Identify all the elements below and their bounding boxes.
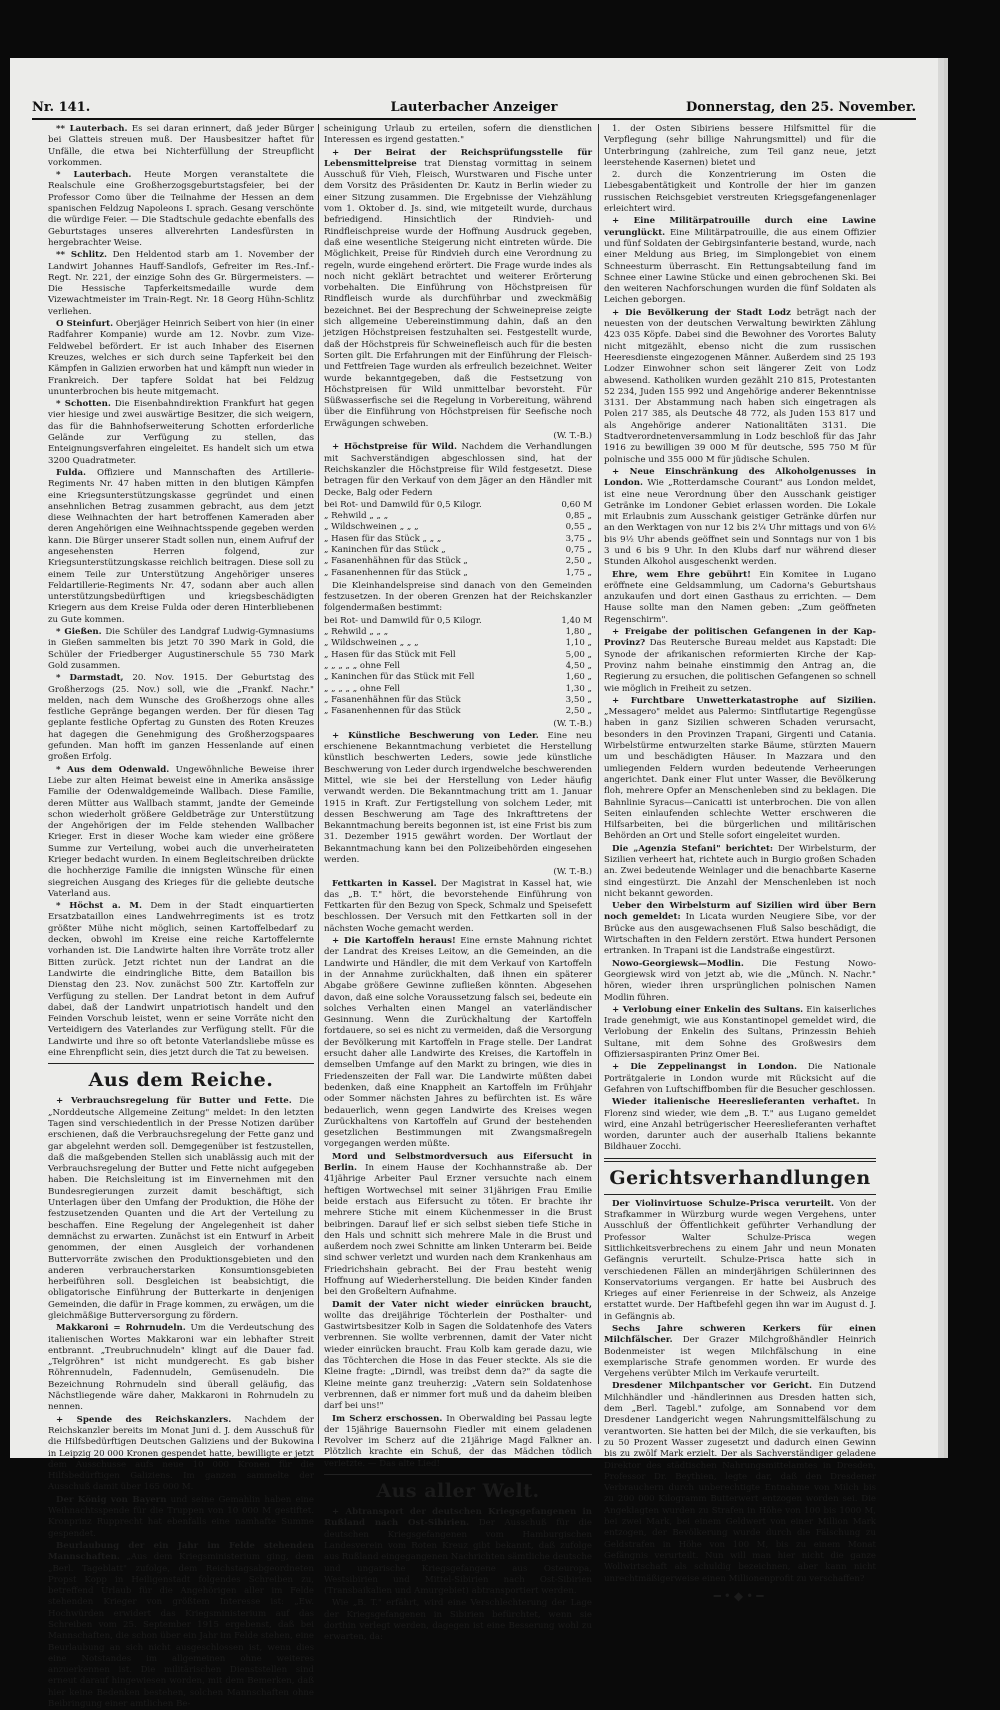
article-text: Wie „B. T." erfährt, wird eine Verschlechterung der Lage der Kriegsgefangenen in Sibirien befürchtet, wenn sie dorthin verlegt werden, dagegen ist eine Besserung wohl zu erwarten, da: xyxy=(324,1598,592,1643)
article xyxy=(604,901,876,957)
price-row xyxy=(324,684,592,695)
article-text: Der Ausschuß für die deutschen Kriegsgefangenen vom Hamburgischen Landesverein vom Roten Kreuz gibt bekannt, daß zufolge aus Rußland eingegangenen Nachrichten sämtliche deutsche und ungarische Kriegsgefangene aus Osteuropa, Westsibirien und Mittel-Sibirien nach Ost-Sibirien (Transbaikalien und Amurgebiet) abtransportiert werden. xyxy=(324,1518,592,1597)
article-lead: Der Violinvirtuose Schulze-Prisca verurteilt. xyxy=(612,1198,834,1209)
article xyxy=(324,879,592,935)
article xyxy=(604,467,876,569)
article-lead: Wieder italienische Heereslieferanten verhaftet. xyxy=(612,1097,860,1108)
price-row xyxy=(324,568,592,579)
article-lead: + Künstliche Beschwerung von Leder. xyxy=(332,730,539,741)
price-label: „ Kaninchen für das Stück mit Fell xyxy=(324,672,475,683)
article-lead: + Spende des Reichskanzlers. xyxy=(56,1414,232,1425)
article xyxy=(604,844,876,900)
article-text: Die „Norddeutsche Allgemeine Zeitung" meldet: In den letzten Tagen sind verschiedentlich in der Presse Notizen darüber erschienen, daß die Verbrauchsregelung der Fette ganz und gar abgelehnt werden soll. Demgegenüber ist festzustellen, daß die maßgebenden Stellen sich unablässig auch mit der Verbrauchsregelung der Butter und Fette nicht aufgegeben haben. Die Reichsleitung ist im Einvernehmen mit den Bundesregierungen zurzeit damit beschäftigt, sich Unterlagen über den Umfang der Produktion, die Höhe der festzusetzenden Quanten und die Art der Verteilung zu beschaffen. Eine Regelung der Angelegenheit ist daher demnächst zu erwarten. Zunächst ist ein Entwurf in Arbeit genommen, der einen Ausgleich der vorhandenen Buttervorräte zwischen den Produktionsgebieten und den anderen verbraucherstarken Konsumtionsgebieten herbeiführen soll. Desgleichen ist beabsichtigt, die obligatorische Einführung der Butterkarte in denjenigen Gemeinden, die dafür in Frage kommen, zu erwägen, um die gleichmäßige Butterversorgung zu fördern. xyxy=(48,1096,314,1321)
article-text: Den Heldentod starb am 1. November der Landwirt Johannes Hauff-Sandlofs, Gefreiter im Res.-Inf.-Regt. Nr. 221, der einzige Sohn des Gr. Bürgermeisters. — Die Hessische Tapferkeitsmedaille wurde dem Vizewachtmeister im Train-Regt. Nr. 18 Georg Hühn-Schlitz verliehen. xyxy=(48,250,314,317)
article xyxy=(324,148,592,430)
article-lead: + Neue Einschränkung des Alkoholgenusses in London. xyxy=(604,466,876,489)
source-note: (W. T.-B.) xyxy=(553,719,592,730)
column-rule-2 xyxy=(598,124,599,1444)
price-row xyxy=(324,500,592,511)
article-text: In Licata wurden Neugiere Sibe, vor der Brücke aus den ausgewachsenen Fluß Salso beschädigt, die Wirtschaften in den Feldern zerstört. Etwa hundert Personen ertranken. In Trapani ist die Landstraße eingestürzt. xyxy=(604,912,876,957)
article-text: Die Nationale Porträtgalerie in London wurde mit Rücksicht auf die Gefahren von Luftschiffbomben für die Besucher geschlossen. xyxy=(604,1062,877,1095)
article xyxy=(604,1005,876,1061)
article xyxy=(604,308,876,466)
article-lead: Ehre, wem Ehre gebührt! xyxy=(612,569,751,580)
column-rule-1 xyxy=(318,124,319,1444)
article xyxy=(48,468,314,626)
article-text: Die Eisenbahndirektion Frankfurt hat gegen vier hiesige und zwei auswärtige Besitzer, die sich weigern, das für die Bahnhofserweiterung Schotten erforderliche Gelände zur Verfügung zu stellen, das Enteignungsverfahren eingeleitet. Es handelt sich um etwa 3200 Quadratmeter. xyxy=(48,399,314,466)
article-text: Es sei daran erinnert, daß jeder Bürger bei Glatteis streuen muß. Der Hausbesitzer haftet für Unfälle, die etwa bei Nichterfüllung der Streupflicht vorkommen. xyxy=(48,124,314,168)
article xyxy=(324,731,592,867)
article-lead: Fettkarten in Kassel. xyxy=(332,878,437,889)
section-heading-reich: Aus dem Reiche. xyxy=(88,1069,274,1092)
price-row xyxy=(324,627,592,638)
article-text: „Messagero" meldet aus Palermo: Sintflutartige Regengüsse haben in ganz Sizilien schweren Schaden verursacht, besonders in den Provinzen Trapani, Girgenti und Catania. Wirbelstürme entwurzelten starke Bäume, stürzten Mauern um und beschädigten Häuser. In Mazzara und den umliegenden Feldern wurden bedeutende Verheerungen angerichtet. Dank einer Flut unter Wasser, die Bevölkerung floh, mehrere Opfer an Menschenleben sind zu beklagen. Die Bahnlinie Syracus—Canicatti ist unterbrochen. Die von allen Seiten einlaufenden schlechte Wetter erschweren die Hilfsarbeiten, bei die bürgerlichen und militärischen Behörden an Ort und Stelle sofort eingeleitet wurden. xyxy=(604,707,876,842)
article-text: Eine Militärpatrouille, die aus einem Offizier und fünf Soldaten der Gebirgsinfanterie bestand, wurde, nach einer Meldung aus Brieg, im Simplongebiet von einem Schneesturm überrascht. Ein Rettungsabteilung fand im Schnee einer Lawine Stücke und einen gebrochenen Ski. Bei den weiteren Nachforschungen wurden die fünf Soldaten als Leichen geborgen. xyxy=(604,227,876,306)
article xyxy=(48,1495,314,1540)
article-lead: Mord und Selbstmordversuch aus Eifersucht in Berlin. xyxy=(324,1151,592,1174)
article-lead: * Höchst a. M. xyxy=(56,901,142,912)
article-lead: ** Schlitz. xyxy=(56,250,107,261)
article-lead: + Eine Militärpatrouille durch eine Lawine verunglückt. xyxy=(604,216,876,238)
article-text: Nachdem die Verhandlungen mit Sachverständigen abgeschlossen sind, hat der Reichskanzler die Höchstpreise für Wild festgesetzt. Diese betragen für den Verkauf von dem Jäger an den Händler mit Decke, Balg oder Federn xyxy=(324,442,592,498)
article xyxy=(48,1541,314,1710)
column-2 xyxy=(324,124,593,1643)
article-lead: + Verbrauchsregelung für Butter und Fette. xyxy=(56,1096,292,1107)
article xyxy=(48,765,314,901)
article-text: Der Magistrat in Kassel hat, wie das „B. T." hört, die bevorstehende Einführung von Fettkarten für den Bezug von Speck, Schmalz und Speisefett beschlossen. Der Versuch mit den Fettkarten soll in der nächsten Woche gemacht werden. xyxy=(324,878,593,934)
price-row xyxy=(324,650,592,661)
price-label: „ Kaninchen für das Stück „ xyxy=(324,544,446,555)
article-text: Eine ernste Mahnung richtet der Landrat des Kreises Leitow, an die Gemeinden, an die Landwirte und Händler, die mit dem Verkauf von Kartoffeln in der Annahme zurückhalten, daß ihnen ein späterer Abgabe größere Gewinne zufließen könnten. Abgesehen davon, daß eine solche Voraussetzung falsch sei, bedeute ein solches Verhalten einen Mangel an vaterländischer Gesinnung. Wenn die Zurückhaltung der Kartoffeln fortdauere, so sei es nicht zu vermeiden, daß die Versorgung der Bevölkerung mit Kartoffeln in Frage stelle. Der Landrat ersucht daher alle Landwirte des Kreises, die Kartoffeln in demselben Umfange auf den Markt zu bringen, wie dies in Friedenszeiten der Fall war. Die Landwirte müßten dabei bedenken, daß eine Knappheit an Kartoffeln im Frühjahr oder Sommer nächsten Jahres zu befürchten ist. Es wäre bedauerlich, wenn gegen Landwirte des Kreises wegen Zurückhaltens von Kartoffeln auf Grund der bestehenden gesetzlichen Bestimmungen mit Zwangsmaßregeln vorgegangen werden müßte. xyxy=(324,936,592,1150)
article-lead: + Freigabe der politischen Gefangenen in der Kap-Provinz? xyxy=(604,627,876,649)
article-text: „Aus dem Kriegsministerium ging, dem „Berl. Tageblatt" zufolge, dem Reichstagsabgeordneten Propst Kopp in Heiligenstadt folgendes Schreiben zu, betreffend Urlaub für die Angehörigen aller im Felde stehenden Krieger von größtem Interesse ist: „Ew. Hochwürden erwidert das Kriegsministerium auf das Schreiben vom 25. September 1915 ergebenst, daß bei Mannschaften, die schon über ein Jahr im Felde stehen, eine Beurlaubung an sich nicht ausgeschlossen ist, wenn dies eine Notstandes im allgemeinen ohne weiteres anzuerkennen ist. Die militärischen Dienststellen sind erneut darauf hingewiesen worden, mit dem Bemerken, daß hier keine Bedenken bestehen, solchen Mannschaften ohne Beibringung einer amtlichen Be- xyxy=(48,1552,314,1710)
article-text: In einem Hause der Kochhannstraße ab. Der 41jährige Arbeiter Paul Erzner versuchte nach einem heftigen Wortwechsel mit seiner 31jährigen Frau Emilie beide erstach aus Eifersucht zu töten. Er brachte ihr mehrere Stiche mit einem Küchenmesser in die Brust beibringen. Darauf lief er sich selbst sieben tiefe Stiche in den Hals und schnitt sich mehrere Male in die Brust und außerdem noch zwei Schnitte am linken Unterarm bei. Beide sind schwer verletzt und wurden nach dem Krankenhaus am Friedrichshain gebracht. Bei der Frau besteht wenig Hoffnung auf Wiederherstellung. Die beiden Kinder fanden bei den Großeltern Aufnahme. xyxy=(324,1163,592,1298)
article-lead: Damit der Vater nicht wieder einrücken braucht, xyxy=(332,1299,592,1310)
article xyxy=(604,1199,876,1323)
article-continuation: scheinigung Urlaub zu erteilen, sofern die dienstlichen Interessen es irgend gestatten." xyxy=(324,124,592,146)
article xyxy=(604,570,876,626)
issue-number: Nr. 141. xyxy=(32,100,91,115)
price-row xyxy=(324,672,592,683)
price-value: 0,55 „ xyxy=(565,522,592,533)
article-text: Wie „Rotterdamsche Courant" aus London meldet, ist eine neue Verordnung über den Ausschank geistiger Getränke im Londoner Gebiet erlassen worden. Die Lokale mit Erlaubnis zum Ausschank geistiger Getränke dürfen nur an den Werktagen von nur 12 bis 2¼ Uhr mittags und von 6½ bis 9½ Uhr abends geöffnet sein und Sonntags nur von 1 bis 3 und 6 bis 9 Uhr. In den Klubs darf nur während dieser Stunden Alkohol ausgeschenkt werden. xyxy=(604,478,876,568)
price-value: 1,60 „ xyxy=(565,672,592,683)
article-lead: * Schotten. xyxy=(56,399,111,410)
article xyxy=(604,1062,876,1096)
price-label: „ Fasanenhähnen für das Stück „ xyxy=(324,556,468,567)
article-text: Offiziere und Mannschaften des Artillerie-Regiments Nr. 47 haben mitten in den blutigen Kämpfen eine Kriegsunterstützungskasse gegründet und einen ansehnlichen Betrag zusammen gebracht, aus dem jetzt diese Weihnachten der hart betroffenen Kameraden aber deren Angehörigen eine Weihnachtsspende gegeben werden kann. Die Bürger unserer Stadt sollen nun, einem Aufruf der angesehensten Herren folgend, zur Kriegsunterstützungskasse reichlich beitragen. Diese soll zu einem Teile zur Unterstützung Angehöriger unseres Feldartillerie-Regiments Nr. 47, sodann aber auch allen unterstützungsbedürftigen und kriegsbeschädigten Kriegern aus dem Kreise Fulda oder deren Hinterbliebenen zu Gute kommen. xyxy=(48,467,315,625)
article-lead: + Die Zeppelinangst in London. xyxy=(612,1062,798,1073)
issue-date: Donnerstag, den 25. November. xyxy=(685,100,916,115)
article-lead: Nowo-Georgiewsk—Modlin. xyxy=(612,958,744,969)
article-text: Nachdem der Reichskanzler bereits im Monat Juni d. J. dem Ausschuß für die Hilfsbedürftigen Deutschen Galiziens und der Bukowina in Leipzig 20 000 Kronen gespendet hatte, bewilligte er jetzt dem Ausschusse aufs neue 10 000 Kronen für die Hilfsbedürftigen Galiziens. Im ganzen sammelte der Ausschuß damit über 165 000 M. xyxy=(48,1414,314,1493)
article-text: Die Schüler des Landgraf Ludwig-Gymnasiums in Gießen sammelten bis jetzt 70 390 Mark in Gold, die Schüler der Friedberger Augustinerschule 55 730 Mark Gold zusammen. xyxy=(48,627,315,671)
article-lead: ** Lauterbach. xyxy=(56,124,128,134)
column-1 xyxy=(48,124,315,1710)
article xyxy=(604,1097,876,1153)
article-lead: + Der Beirat der Reichsprüfungsstelle für Lebensmittelpreise xyxy=(324,147,592,169)
article xyxy=(48,170,314,249)
price-table-wholesale xyxy=(324,500,592,579)
source-note: (W. T.-B.) xyxy=(553,431,592,442)
article-text: Ein Dutzend Milchhändler und -händlerinnen aus Dresden hatten sich, dem „Berl. Tagebl." zufolge, am Sonnabend vor dem Dresdener Landgericht wegen Nahrungsmittelfälschung zu verantworten. Sie hatten bei der Milch, die sie verkauften, bis zu 50 Prozent Wasser zugesetzt und dadurch einen Gewinn bis zu zwölf Mark erzielt. Der als Sachverständiger geladene Direktor des städtischen Nahrungsmittelamtes in Dresden, Professor Dr. Beythien, legte dar, daß den Dresdener Verbrauchern durch unberechtigte Entnahme von Milch bis zu 200 000 Kilogramm Butterwert entzogen worden sei. Die Angeklagten wurden zu Strafen in Höhe von 100 bis 1000 M, bei zwei Mark, bei einem Geldwert von einer Million Mark entzogen, der Bevölkerung wurde durch die Fälschung zu Geldstrafen in Höhe von 100 M, bis zu einem Monat Gefängnis verurteilt. Nun will man hier nicht die ganze Wollwirtschaft als schuldig bezeichnen, aber kann nicht unrechtmäßigerweise einen Millionenprofit zu verschaffen? xyxy=(604,1381,876,1584)
article-lead: Beurlaubung der ein Jahr im Felde stehenden Mannschaften. xyxy=(48,1540,314,1563)
price-row xyxy=(324,522,592,533)
article-text: Ungewöhnliche Beweise ihrer Liebe zur alten Heimat beweist eine in Amerika ansässige Familie der Odenwaldgemeinde Wallbach. Diese Familie, deren Mütter aus Wallbach stammt, jandte der Gemeinde schon wiederholt größere Geldbeträge zur Unterstützung der Angehörigen der im Felde stehenden Wallbacher Krieger. Erst in dieser Woche kam wieder eine größere Summe zur Verteilung, wobei auch die unverheirateten Krieger bedacht wurden. In einem Begleitschreiben drückte die hochherzige Familie die innigsten Wünsche für einen siegreichen Ausgang des Krieges für die geliebte deutsche Vaterland aus. xyxy=(48,764,314,899)
price-value: 0,85 „ xyxy=(565,511,592,522)
article-lead: + Höchstpreise für Wild. xyxy=(332,442,457,453)
price-value: 1,10 „ xyxy=(565,638,592,649)
article-text: trat Dienstag vormittag in seinem Ausschuß für Vieh, Fleisch, Wurstwaren und Fische unter dem Vorsitz des Präsidenten Dr. Kautz in Berlin wieder zu einer Sitzung zusammen. Die Ergebnisse der Viehzählung vom 1. Oktober d. Js. sind, wie mitgeteilt wurde, durchaus befriedigend. Hinsichtlich der Rindvieh- und Rindfleischpreise wurde der Hoffnung Ausdruck gegeben, daß eine wesentliche Steigerung nicht eintreten würde. Die Möglichkeit, Preise für Rindvieh durch eine Verordnung zu regeln, wurde eingehend erörtert. Die Frage wurde indes als noch nicht geklärt betrachtet und weiterer Erörterung vorbehalten. Die Einführung von Höchstpreisen für Rindfleisch wurde als durchführbar und zweckmäßig bezeichnet. Bei der Besprechung der Schweinepreise zeigte sich allgemeine Uebereinstimmung dahin, daß an den jetzigen Höchstpreisen festzuhalten sei. Festgestellt wurde, daß der Höchstpreis für Schweinefleisch auch für die besten Sorten gilt. Die Erfahrungen mit der Einführung der Fleisch- und Fettfreien Tage wurden als erfreulich bezeichnet. Weiter wurde bekanntgegeben, daß die Festsetzung von Höchstpreisen für Wild unmittelbar bevorsteht. Für Süßwasserfische sei die Regelung in Vorbereitung, während über die Einführung von Höchstpreisen für Seefische noch Erwägungen schweben. xyxy=(324,158,592,429)
article xyxy=(604,1381,876,1584)
price-table-retail xyxy=(324,616,592,718)
price-label: „ Fasanenhähnen für das Stück xyxy=(324,694,461,705)
article xyxy=(48,1096,314,1322)
article xyxy=(324,1152,592,1299)
article-text: und seine Gemahlin haben eine Weihnachtsspende für die Truppen von 10 000 M gestiftet. Kronprinz Rupprecht hat ebenfalls eine namhafte Summe gespendet. xyxy=(48,1494,314,1539)
article-lead: Dresdener Milchpantscher vor Gericht. xyxy=(612,1381,813,1392)
article-text: Der Wirbelsturm, der Sizilien verheert hat, richtete auch in Burgio großen Schaden an. Zwei bedeutende Weinlager und die benachbarte Kaserne sind eingestürzt. Die Anzahl der Menschenleben ist noch nicht bekannt geworden. xyxy=(604,843,876,899)
price-row xyxy=(324,534,592,545)
article-lead: Ueber den Wirbelsturm auf Sizilien wird über Bern noch gemeldet: xyxy=(604,901,876,923)
article-lead: Makkaroni = Rohrnudeln. xyxy=(56,1323,186,1334)
article-text: Eine neu erschienene Bekanntmachung verbietet die Herstellung künstlich beschwerten Leders, sowie jede künstliche Beschwerung von Leder durch irgendwelche beschwerenden Mittel, wie sie bei der Herstellung von Leder häufig verwandt werden. Die Bekanntmachung tritt am 1. Januar 1915 in Kraft. Zur Fertigstellung von solchem Leder, mit dessen Beschwerung am Tage des Inkrafttretens der Bekanntmachung bereits begonnen ist, ist eine Frist bis zum 31. Dezember 1915 gewährt worden. Der Wortlaut der Bekanntmachung kann bei den Polizeibehörden eingesehen werden. xyxy=(324,730,593,865)
article xyxy=(48,250,314,318)
price-label: bei Rot- und Damwild für 0,5 Kilogr. xyxy=(324,615,482,626)
price-label: bei Rot- und Damwild für 0,5 Kilogr. xyxy=(324,499,482,510)
price-value: 3,50 „ xyxy=(565,694,592,705)
newspaper-title: Lauterbacher Anzeiger xyxy=(390,100,558,115)
price-label: „ Hasen für das Stück „ „ „ xyxy=(324,533,442,544)
article-text: Um die Verdeutschung des italienischen Wortes Makkaroni war ein lebhafter Streit entbrannt. „Treubruchnudeln" klingt auf die Dauer fad. „Telgröhren" ist nicht mundgerecht. Es gab bisher Röhrennudeln, Fadennudeln, Gemüsenudeln. Die Bezeichnung Rohrnudeln sind überall geläufig, das Nächstliegende wäre daher, Makkaroni in Rohrnudeln zu nennen. xyxy=(48,1323,314,1413)
article xyxy=(48,319,314,398)
price-row xyxy=(324,556,592,567)
article xyxy=(48,1415,314,1494)
price-row xyxy=(324,695,592,706)
article-lead: + Furchtbare Unwetterkatastrophe auf Sizilien. xyxy=(612,695,876,706)
article-text: In Florenz sind wieder, wie dem „B. T." aus Lugano gemeldet wird, eine Anzahl betrügerischer Heereslieferanten verhaftet worden, darunter auch der auserhalb Italiens bekannte Bildhauer Zocchi. xyxy=(604,1097,877,1153)
article-lead: Im Scherz erschossen. xyxy=(332,1413,443,1424)
article xyxy=(604,1324,876,1380)
price-label: „ Wildschweinen „ „ „ xyxy=(324,522,419,533)
price-value: 1,75 „ xyxy=(565,567,592,578)
price-label: „ Rehwild „ „ „ xyxy=(324,627,389,638)
article-text: Von der Strafkammer in Würzburg wurde wegen Vergehens, unter Ausschluß der Öffentlichkeit geführter Verhandlung der Professor Walter Schulze-Prisca wegen Sittlichkeitsverbrechens zu einem Jahr und neun Monaten Gefängnis verurteilt. Schulze-Prisca hatte sich in verschiedenen Fällen an minderjährigen Schülerinnen des Konservatoriums vergangen. Er hatte bei Ausbruch des Krieges auf einer Ferienreise in der Schweiz, als Anzeige erstattet wurde. Der Haftbefehl gegen ihn war im August d. J. in Gefängnis ab. xyxy=(604,1198,876,1322)
list-item: 2. durch die Konzentrierung im Osten die Liebesgabentätigkeit und Kontrolle der hier im ganzen russischen Reichsgebiet verstreuten Kriegsgefangenenlager erleichtert wird. xyxy=(604,170,876,215)
article-lead: * Gießen. xyxy=(56,627,102,638)
article xyxy=(324,1300,592,1413)
column-3 xyxy=(604,124,877,1603)
price-value: 1,40 M xyxy=(561,615,592,626)
article xyxy=(324,442,592,498)
divider xyxy=(604,1158,876,1162)
price-row xyxy=(324,661,592,672)
article xyxy=(604,959,876,1004)
divider xyxy=(48,1063,314,1064)
price-value: 2,50 „ xyxy=(565,706,592,717)
price-label: „ Fasanenhennen für das Stück „ xyxy=(324,567,468,578)
ornament-divider-icon: ━•◆•━ xyxy=(713,1588,767,1603)
article-lead: + Abtransport der deutschen Kriegsgefangenen in Rußland nach Ost-Sibirien. xyxy=(324,1507,592,1529)
price-row xyxy=(324,511,592,522)
price-value: 3,75 „ xyxy=(565,533,592,544)
price-label: „ Hasen für das Stück mit Fell xyxy=(324,649,456,660)
price-value: 0,60 M xyxy=(561,499,592,510)
article-text: Heute Morgen veranstaltete die Realschule eine Großherzogsgeburtstagsfeier, bei der Professor Como über die Teilnahme der Hessen an dem spanischen Feldzug Napoleons I. sprach. Gesang verschönte die würdige Feier. — Die Stadtschule gedachte ebenfalls des Geburtstages unseres allverehrten Landesfürsten in hergebrachter Weise. xyxy=(48,170,314,248)
section-heading-welt: Aus aller Welt. xyxy=(376,1480,540,1503)
price-value: 5,00 „ xyxy=(565,649,592,660)
price-value: 2,50 „ xyxy=(565,556,592,567)
article xyxy=(324,1414,592,1470)
price-value: 0,75 „ xyxy=(565,544,592,555)
price-row xyxy=(324,638,592,649)
price-value: 4,50 „ xyxy=(565,660,592,671)
article xyxy=(604,627,876,695)
article-lead: Fulda. xyxy=(56,467,87,478)
price-label: „ Fasanenhennen für das Stück xyxy=(324,706,461,717)
article-text: Die Festung Nowo-Georgiewsk wird von jetzt ab, wie die „Münch. N. Nachr." hören, wieder ihren ursprünglichen polnischen Namen Modlin führen. xyxy=(604,958,876,1003)
article-text: 20. Nov. 1915. Der Geburtstag des Großherzogs (25. Nov.) soll, wie die „Frankf. Nachr." melden, nach dem Wunsche des Großherzogs ohne alles festliche Gepränge begangen werden. Der für diesen Tag geplante festliche Opfertag zu Gunsten des Roten Kreuzes hat dagegen die Genehmigung des Großherzogspaares gefunden. Man hofft im ganzen Hessenlande auf einen großen Erfolg. xyxy=(48,673,314,763)
article xyxy=(48,901,314,1059)
price-row xyxy=(324,545,592,556)
divider xyxy=(324,1474,592,1475)
article-lead: * Aus dem Odenwald. xyxy=(56,764,170,775)
divider xyxy=(604,1194,876,1195)
price-row xyxy=(324,616,592,627)
article-lead: Die „Agenzia Stefani" berichtet: xyxy=(612,843,774,854)
article xyxy=(604,216,876,306)
article-lead: + Verlobung einer Enkelin des Sultans. xyxy=(612,1004,804,1015)
article-lead: Der König von Bayern xyxy=(56,1494,167,1505)
price-label: „ „ „ „ „ ohne Fell xyxy=(324,683,401,694)
masthead xyxy=(32,98,916,120)
article xyxy=(48,399,314,467)
article-text: Ein Komitee in Lugano eröffnete eine Geldsammlung, um Cadorna's Geburtshaus anzukaufen und dort einen Gasthaus zu errichten. — Dem Hause sollte man den Namen geben: „Zum geöffneten Regenschirm". xyxy=(604,569,877,625)
article xyxy=(48,627,314,672)
article-text: beträgt nach der neuesten von der deutschen Verwaltung bewirkten Zählung 423 035 Köpfe. Dabei sind die Bewohner des Vorortes Baluty nicht mitgezählt, ebenso nicht die zum russischen Heeresdienste eingezogenen Männer. Außerdem sind 25 193 Lodzer Einwohner schon seit längerer Zeit von Lodz abwesend. Katholiken wurden gezählt 210 815, Protestanten 52 234, Juden 155 992 und Angehörige anderer Bekenntnisse 3131. Der Abstammung nach haben sich eingetragen als Polen 217 385, als Deutsche 48 772, als Juden 153 817 und als Angehörige anderer Nationalitäten 3131. Die Stadtverordnetenversammlung in Lodz beschloß für das Jahr 1916 zu bewilligen 39 000 M für deutsche, 595 750 M für polnische und 355 000 M für jüdische Schulen. xyxy=(604,307,876,465)
article-text: Die Kleinhandelspreise sind danach von den Gemeinden festzusetzen. In der oberen Grenzen hat der Reichskanzler folgendermaßen bestimmt: xyxy=(324,580,592,614)
article xyxy=(48,673,314,763)
article-lead: * Darmstadt, xyxy=(56,673,124,684)
article xyxy=(48,124,314,169)
price-value: 1,30 „ xyxy=(565,683,592,694)
article-lead: * Lauterbach. xyxy=(56,170,132,181)
price-row xyxy=(324,706,592,717)
list-item: 1. der Osten Sibiriens bessere Hilfsmittel für die Verpflegung (sehr billige Nahrungsmittel) und für die Unterbringung (zahlreiche, zum Teil ganz neue, jetzt leerstehende Kasernen) bietet und xyxy=(604,124,876,168)
price-label: „ „ „ „ „ ohne Fell xyxy=(324,660,401,671)
article-text: Das Reutersche Bureau meldet aus Kapstadt: Die Synode der afrikanischen reformierten Kirche der Kap-Provinz nahm beinahe einstimmig den Antrag an, die Regierung zu ersuchen, die politischen Gefangenen so schnell wie möglich in Freiheit zu setzen. xyxy=(604,638,877,694)
price-value: 1,80 „ xyxy=(565,627,592,638)
article-lead: + Die Kartoffeln heraus! xyxy=(332,936,456,947)
newspaper-page xyxy=(10,58,938,1710)
article-lead: Sechs Jahre schweren Kerkers für einen Milchfälscher. xyxy=(604,1323,876,1346)
price-label: „ Wildschweinen „ „ „ xyxy=(324,638,419,649)
source-note: (W. T.-B.) xyxy=(553,867,592,878)
section-heading-gericht: Gerichtsverhandlungen xyxy=(609,1166,871,1189)
article-lead: + Die Bevölkerung der Stadt Lodz xyxy=(612,307,791,318)
article-text: Dem in der Stadt einquartierten Ersatzbataillon eines Landwehrregiments ist es trotz größter Mühe nicht möglich, seinen Kartoffelbedarf zu decken, obwohl im Kreise eine reiche Kartoffelernte vorhanden ist. Die Landwirte halten ihre Vorräte trotz aller Bitten zurück. Jetzt richtet nun der Landrat an die Landwirte die eindringliche Bitte, dem Bataillon bis Dienstag den 23. Nov. zunächst 500 Ztr. Kartoffeln zur Verfügung zu stellen. Der Landrat betont in dem Aufruf dabei, daß der Landwirt unpatriotisch handelt und den Feinden Vorschub leistet, wenn er seine Vorräte nicht den Verteidigern des Vaterlandes zur Verfügung stellt. Für die Landwirte und ihre so oft betonte Vaterlandsliebe müsse es eine Ehrenpflicht sein, dies jetzt durch die Tat zu beweisen. xyxy=(48,901,314,1059)
article-text: Der Grazer Milchgroßhändler Heinrich Bodenmeister ist wegen Milchfälschung in eine exemplarische Strafe genommen worden. Er wurde des Vergehens verübter Milch im Verkaufe verurteilt. xyxy=(604,1335,877,1380)
article-text: Oberjäger Heinrich Seibert von hier (in einer Radfahrer Kompanie) wurde am 12. Novbr. zum Vize-Feldwebel befördert. Er ist auch Inhaber des Eisernen Kreuzes, welches er sich durch seine Tapferkeit bei den Kämpfen in Galizien erworben hat und kämpft nun wieder in Frankreich. Der tapfere Soldat hat bei Feldzug ununterbrochen bis heute mitgemacht. xyxy=(48,319,314,397)
article-text: wollte das dreijährige Töchterlein der Posthalter- und Gastwirtsbesitzer Kolb in Sagen die Soldatenhofe des Vaters verbrennen. Sie wollte verbrennen, damit der Vater nicht wieder einrücken braucht. Frau Kolb kam gerade dazu, wie das Töchterchen die Hose in das Feuer steckte. Als sie die Kleine fragte: „Dirndl, was treibst denn da?" da sagte die Kleine meinte ganz treuherzig: „Vatern sein Soldatenhose verbrennen, daß er nimmer fort muß und da daheim bleiben darf bei uns!" xyxy=(324,1310,592,1412)
article xyxy=(48,1323,314,1413)
article xyxy=(324,936,592,1151)
article-lead: O Steinfurt. xyxy=(56,319,114,330)
article-text: In Oberwalding bei Passau legte der 15jährige Bauernsohn Fiedler mit einem geladenen Revolver im Scherz auf die 21jährige Magd Falkner an. Plötzlich krachte ein Schuß, der das Mädchen tödlich verletzte. — Das alte Lied! xyxy=(324,1413,593,1469)
price-label: „ Rehwild „ „ „ xyxy=(324,511,389,522)
article xyxy=(604,696,876,843)
article-text: Ein kaiserliches Irade genehmigt, wie aus Konstantinopel gemeldet wird, die Verlobung der Enkelin des Sultans, Prinzessin Behieh Sultane, mit dem Sohne des Großwesirs dem Offiziersaspiranten Prinz Omer Bei. xyxy=(604,1004,877,1061)
article xyxy=(324,1507,592,1597)
